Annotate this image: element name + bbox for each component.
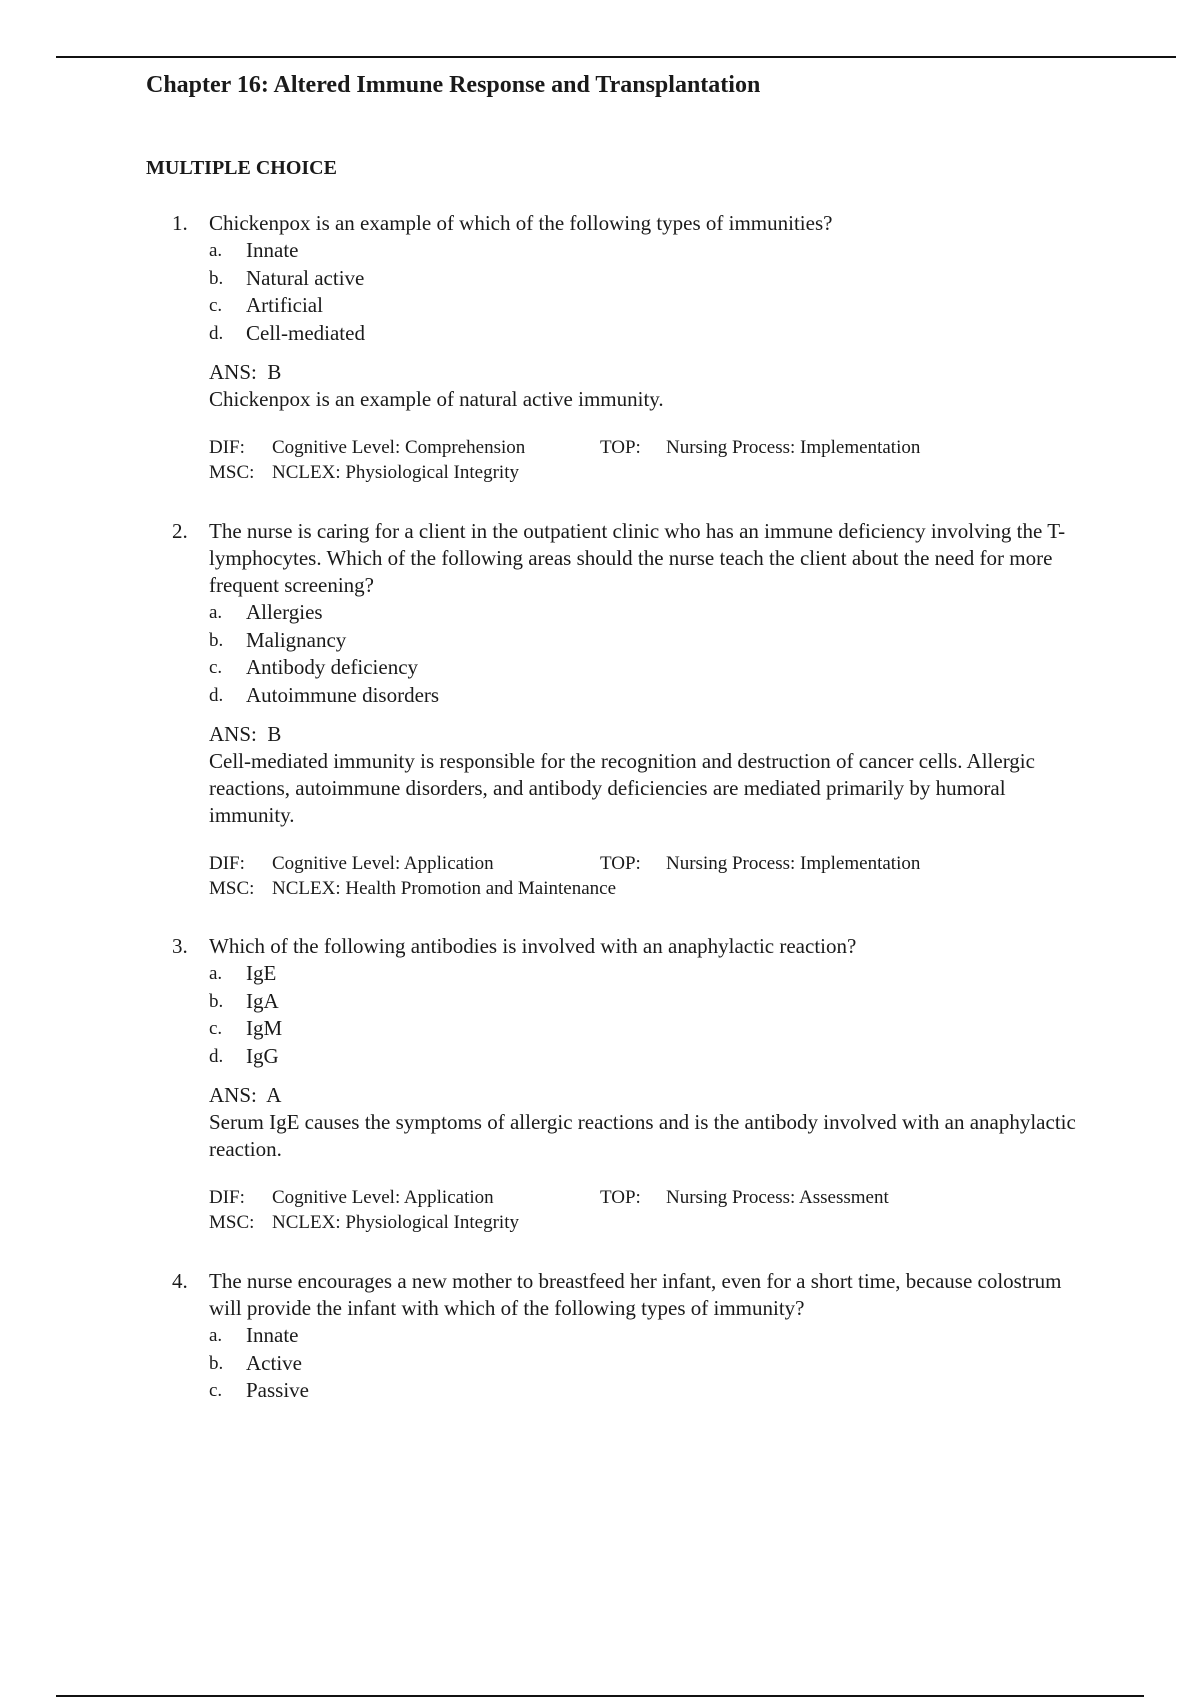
option-text: IgE (246, 961, 277, 985)
option-a (209, 1322, 1092, 1350)
option-b (209, 627, 1092, 655)
option-b (209, 988, 1092, 1016)
question-number: 1. (172, 211, 188, 235)
option-letter: c. (209, 657, 223, 678)
question-stem (172, 210, 1092, 237)
question-4 (172, 1268, 1092, 1405)
option-letter: b. (209, 990, 224, 1012)
option-letter: c. (209, 295, 223, 316)
option-c (209, 1377, 1092, 1405)
option-a (209, 237, 1092, 265)
top-value: Nursing Process: Implementation (666, 437, 921, 458)
option-letter: a. (209, 240, 223, 261)
msc-value: NCLEX: Physiological Integrity (272, 462, 519, 483)
option-text: IgM (246, 1016, 283, 1040)
top-value: Nursing Process: Implementation (666, 853, 921, 874)
option-d (209, 320, 1092, 348)
meta-block (209, 435, 1092, 485)
answer-line (209, 1082, 1092, 1109)
answer-value: B (267, 722, 282, 746)
question-number: 4. (172, 1269, 188, 1293)
dif-value: Cognitive Level: Application (272, 1187, 494, 1208)
meta-row-msc (209, 876, 1092, 901)
meta-row-dif-top (209, 435, 1092, 460)
msc-label: MSC: (209, 1212, 255, 1233)
option-letter: a. (209, 1325, 223, 1346)
option-text: Innate (246, 1323, 299, 1347)
option-text: Artificial (246, 293, 323, 317)
answer-block (209, 1082, 1092, 1163)
option-text: Passive (246, 1378, 309, 1402)
dif-label: DIF: (209, 1187, 245, 1208)
top-value: Nursing Process: Assessment (666, 1187, 889, 1208)
top-label: TOP: (600, 853, 641, 874)
msc-label: MSC: (209, 462, 255, 483)
answer-block (209, 721, 1092, 829)
question-1 (172, 210, 1092, 485)
option-text: Natural active (246, 265, 365, 290)
option-text: Autoimmune disorders (246, 682, 440, 707)
option-letter: c. (209, 1380, 223, 1401)
option-list (209, 237, 1092, 347)
option-letter: b. (209, 629, 224, 651)
question-text: The nurse encourages a new mother to breastfeed her infant, even for a short time, because colostrum will provide the infant with which of the following types of immunity? (209, 1269, 1062, 1320)
option-list (209, 1322, 1092, 1405)
option-c (209, 654, 1092, 682)
question-text: Chickenpox is an example of which of the following types of immunities? (209, 211, 833, 235)
meta-block (209, 1185, 1092, 1235)
answer-block (209, 359, 1092, 413)
msc-label: MSC: (209, 878, 255, 899)
question-stem (172, 933, 1092, 960)
meta-row-dif-top (209, 1185, 1092, 1210)
option-a (209, 599, 1092, 627)
dif-label: DIF: (209, 437, 245, 458)
option-a (209, 960, 1092, 988)
option-list (209, 599, 1092, 709)
option-text: Malignancy (246, 627, 347, 652)
option-letter: d. (209, 322, 224, 344)
dif-value: Cognitive Level: Comprehension (272, 437, 526, 458)
option-b (209, 265, 1092, 293)
question-3 (172, 933, 1092, 1235)
meta-row-msc (209, 1210, 1092, 1235)
answer-label: ANS: (209, 722, 257, 746)
top-label: TOP: (600, 1187, 641, 1208)
option-text: Active (246, 1350, 302, 1375)
option-letter: d. (209, 1045, 224, 1067)
msc-value: NCLEX: Physiological Integrity (272, 1212, 519, 1233)
question-stem (172, 518, 1092, 599)
answer-value: B (267, 360, 282, 384)
question-text: Which of the following antibodies is involved with an anaphylactic reaction? (209, 934, 857, 958)
answer-label: ANS: (209, 360, 257, 384)
top-label: TOP: (600, 437, 641, 458)
rationale: Chickenpox is an example of natural active immunity. (209, 387, 664, 411)
dif-value: Cognitive Level: Application (272, 853, 494, 874)
answer-line (209, 359, 1092, 386)
option-letter: b. (209, 267, 224, 289)
question-number: 3. (172, 934, 188, 958)
answer-label: ANS: (209, 1083, 257, 1107)
option-letter: c. (209, 1018, 223, 1039)
meta-block (209, 851, 1092, 901)
option-text: Cell-mediated (246, 320, 365, 345)
meta-row-msc (209, 460, 1092, 485)
meta-row-dif-top (209, 851, 1092, 876)
option-b (209, 1350, 1092, 1378)
chapter-title: Chapter 16: Altered Immune Response and Transplantation (146, 72, 761, 98)
question-2 (172, 518, 1092, 901)
option-letter: b. (209, 1352, 224, 1374)
option-letter: d. (209, 684, 224, 706)
section-heading: MULTIPLE CHOICE (146, 157, 337, 179)
option-text: Allergies (246, 600, 323, 624)
top-rule (56, 56, 1176, 58)
question-stem (172, 1268, 1092, 1322)
msc-value: NCLEX: Health Promotion and Maintenance (272, 878, 617, 899)
option-text: IgA (246, 988, 279, 1013)
rationale: Cell-mediated immunity is responsible for the recognition and destruction of cancer cells. Allergic reactions, autoimmune disorders, and antibody deficiencies are mediated primarily by humoral immunity. (209, 749, 1035, 827)
option-d (209, 682, 1092, 710)
option-c (209, 1015, 1092, 1043)
dif-label: DIF: (209, 853, 245, 874)
question-number: 2. (172, 519, 188, 543)
option-letter: a. (209, 602, 223, 623)
answer-value: A (266, 1083, 282, 1107)
option-text: Antibody deficiency (246, 655, 419, 679)
question-text: The nurse is caring for a client in the outpatient clinic who has an immune deficiency involving the T-lymphocytes. Which of the following areas should the nurse teach the client about the need for more frequent screening? (209, 519, 1066, 597)
option-d (209, 1043, 1092, 1071)
answer-line (209, 721, 1092, 748)
option-text: IgG (246, 1043, 279, 1068)
option-letter: a. (209, 963, 223, 984)
rationale: Serum IgE causes the symptoms of allergic reactions and is the antibody involved with an anaphylactic reaction. (209, 1110, 1076, 1161)
bottom-rule (56, 1695, 1144, 1697)
option-c (209, 292, 1092, 320)
option-list (209, 960, 1092, 1070)
option-text: Innate (246, 238, 299, 262)
